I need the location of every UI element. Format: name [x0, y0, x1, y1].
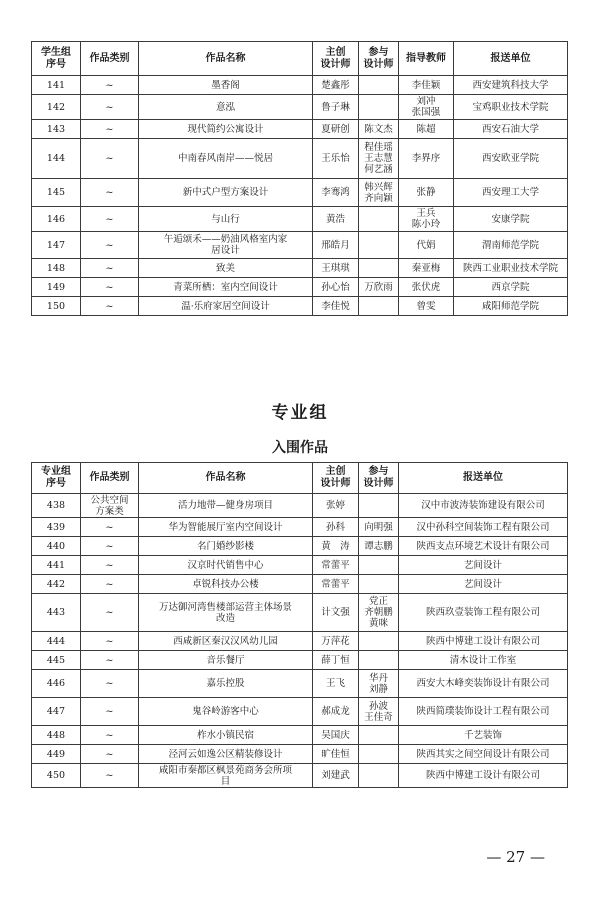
header-cell: 作品名称 — [139, 463, 313, 494]
header-cell: 主创 设计师 — [313, 463, 359, 494]
table-row — [32, 575, 568, 594]
cell-num: 148 — [32, 259, 81, 278]
cell-category: 公共空间 方案类 — [81, 494, 139, 518]
cell-category: ~ — [81, 76, 139, 95]
cell-num: 446 — [32, 670, 81, 698]
cell-unit: 西安建筑科技大学 — [454, 76, 568, 95]
cell-name: 温·乐府家居空间设计 — [139, 297, 313, 316]
cell-designer: 夏研创 — [313, 120, 359, 139]
cell-category: ~ — [81, 651, 139, 670]
cell-designer: 孙科 — [313, 518, 359, 537]
table-row — [32, 179, 568, 207]
cell-name: 嘉乐控股 — [139, 670, 313, 698]
table-row — [32, 297, 568, 316]
cell-advisor: 王兵 陈小玲 — [399, 207, 454, 232]
cell-unit: 陕西工业职业技术学院 — [454, 259, 568, 278]
header-cell: 指导教师 — [399, 42, 454, 76]
cell-designer: 鲁子琳 — [313, 95, 359, 120]
header-cell: 参与 设计师 — [359, 463, 399, 494]
cell-unit: 千艺装饰 — [399, 726, 568, 745]
cell-name: 音乐餐厅 — [139, 651, 313, 670]
cell-unit: 宝鸡职业技术学院 — [454, 95, 568, 120]
cell-designer: 计文强 — [313, 594, 359, 632]
cell-unit: 西安理工大学 — [454, 179, 568, 207]
cell-participants — [359, 575, 399, 594]
table-row — [32, 764, 568, 788]
cell-num: 448 — [32, 726, 81, 745]
cell-category: ~ — [81, 670, 139, 698]
cell-unit: 陕西玖壹装饰工程有限公司 — [399, 594, 568, 632]
cell-num: 143 — [32, 120, 81, 139]
cell-unit: 陕西支点环境艺术设计有限公司 — [399, 537, 568, 556]
cell-num: 438 — [32, 494, 81, 518]
cell-num: 443 — [32, 594, 81, 632]
cell-participants — [359, 207, 399, 232]
cell-name: 柞水小镇民宿 — [139, 726, 313, 745]
cell-advisor: 陈超 — [399, 120, 454, 139]
cell-num: 149 — [32, 278, 81, 297]
header-cell: 作品类别 — [81, 42, 139, 76]
cell-category: ~ — [81, 575, 139, 594]
cell-designer: 王乐怡 — [313, 139, 359, 179]
cell-num: 145 — [32, 179, 81, 207]
cell-name: 中南春风南岸——悦居 — [139, 139, 313, 179]
cell-designer: 刘建武 — [313, 764, 359, 788]
cell-name: 青菜所栖：室内空间设计 — [139, 278, 313, 297]
cell-name: 卓锐科技办公楼 — [139, 575, 313, 594]
header-cell: 主创 设计师 — [313, 42, 359, 76]
cell-advisor: 秦亚梅 — [399, 259, 454, 278]
section-title: 专业组 — [271, 403, 329, 423]
cell-category: ~ — [81, 278, 139, 297]
cell-num: 150 — [32, 297, 81, 316]
cell-designer: 万萍花 — [313, 632, 359, 651]
subsection-title: 入围作品 — [272, 440, 328, 456]
cell-category: ~ — [81, 537, 139, 556]
cell-category: ~ — [81, 297, 139, 316]
cell-category: ~ — [81, 139, 139, 179]
cell-category: ~ — [81, 594, 139, 632]
cell-participants — [359, 76, 399, 95]
cell-unit: 西安欧亚学院 — [454, 139, 568, 179]
cell-category: ~ — [81, 698, 139, 726]
cell-participants — [359, 632, 399, 651]
cell-unit: 陕西中博建工设计有限公司 — [399, 764, 568, 788]
cell-name: 咸阳市秦都区枫景苑商务会所项 目 — [139, 764, 313, 788]
cell-unit: 西京学院 — [454, 278, 568, 297]
table-row — [32, 556, 568, 575]
cell-designer: 邢皓月 — [313, 232, 359, 259]
cell-category: ~ — [81, 518, 139, 537]
table-row — [32, 518, 568, 537]
cell-num: 449 — [32, 745, 81, 764]
cell-category: ~ — [81, 764, 139, 788]
table-row — [32, 494, 568, 518]
cell-designer: 楚鑫彤 — [313, 76, 359, 95]
cell-advisor: 代娟 — [399, 232, 454, 259]
header-cell: 作品类别 — [81, 463, 139, 494]
cell-designer: 黄浩 — [313, 207, 359, 232]
cell-num: 450 — [32, 764, 81, 788]
cell-designer: 薛丁恒 — [313, 651, 359, 670]
cell-num: 142 — [32, 95, 81, 120]
table-row — [32, 259, 568, 278]
table-row — [32, 232, 568, 259]
cell-num: 442 — [32, 575, 81, 594]
table-row — [32, 651, 568, 670]
cell-designer: 旷佳恒 — [313, 745, 359, 764]
cell-participants: 党正 齐朝鹏 黄咪 — [359, 594, 399, 632]
cell-category: ~ — [81, 95, 139, 120]
professional-group-table — [31, 462, 568, 788]
cell-num: 444 — [32, 632, 81, 651]
cell-participants: 华丹 刘静 — [359, 670, 399, 698]
header-cell: 专业组 序号 — [32, 463, 81, 494]
table-row — [32, 139, 568, 179]
cell-unit: 陕西其实之间空间设计有限公司 — [399, 745, 568, 764]
cell-name: 汉京时代销售中心 — [139, 556, 313, 575]
cell-advisor: 刘冲 张国强 — [399, 95, 454, 120]
cell-category: ~ — [81, 259, 139, 278]
cell-advisor: 李佳颖 — [399, 76, 454, 95]
header-cell: 报送单位 — [454, 42, 568, 76]
cell-designer: 常蕾平 — [313, 575, 359, 594]
cell-unit: 安康学院 — [454, 207, 568, 232]
table-row — [32, 594, 568, 632]
cell-participants: 谭志鹏 — [359, 537, 399, 556]
header-cell: 学生组 序号 — [32, 42, 81, 76]
cell-participants: 孙波 王佳奇 — [359, 698, 399, 726]
table-header-row — [32, 463, 568, 494]
cell-participants — [359, 651, 399, 670]
cell-advisor: 张静 — [399, 179, 454, 207]
cell-designer: 常蕾平 — [313, 556, 359, 575]
cell-category: ~ — [81, 179, 139, 207]
cell-name: 午逅颂禾——奶油风格室内家 居设计 — [139, 232, 313, 259]
header-cell: 参与 设计师 — [359, 42, 399, 76]
cell-participants: 万欣雨 — [359, 278, 399, 297]
cell-designer: 李骞鸿 — [313, 179, 359, 207]
cell-category: ~ — [81, 207, 139, 232]
cell-participants — [359, 745, 399, 764]
cell-participants: 韩兴辉 齐向颖 — [359, 179, 399, 207]
cell-advisor: 李界序 — [399, 139, 454, 179]
cell-num: 445 — [32, 651, 81, 670]
cell-unit: 汉中孙科空间装饰工程有限公司 — [399, 518, 568, 537]
cell-unit: 西安石油大学 — [454, 120, 568, 139]
cell-unit: 陕西中博建工设计有限公司 — [399, 632, 568, 651]
cell-participants: 陈文杰 — [359, 120, 399, 139]
cell-designer: 黄 涛 — [313, 537, 359, 556]
table-row — [32, 698, 568, 726]
cell-unit: 艺间设计 — [399, 575, 568, 594]
cell-unit: 西安大木峰奕装饰设计有限公司 — [399, 670, 568, 698]
cell-num: 146 — [32, 207, 81, 232]
table-header-row — [32, 42, 568, 76]
cell-designer: 王琪琪 — [313, 259, 359, 278]
cell-name: 新中式户型方案设计 — [139, 179, 313, 207]
table-row — [32, 95, 568, 120]
table-row — [32, 76, 568, 95]
cell-num: 147 — [32, 232, 81, 259]
cell-unit: 咸阳师范学院 — [454, 297, 568, 316]
cell-participants — [359, 494, 399, 518]
cell-num: 441 — [32, 556, 81, 575]
cell-category: ~ — [81, 726, 139, 745]
header-cell: 作品名称 — [139, 42, 313, 76]
cell-designer: 李佳悦 — [313, 297, 359, 316]
cell-participants — [359, 726, 399, 745]
cell-advisor: 曾雯 — [399, 297, 454, 316]
cell-designer: 王飞 — [313, 670, 359, 698]
cell-name: 意泓 — [139, 95, 313, 120]
cell-participants — [359, 556, 399, 575]
table-row — [32, 537, 568, 556]
cell-designer: 吴国庆 — [313, 726, 359, 745]
cell-num: 144 — [32, 139, 81, 179]
cell-name: 与山行 — [139, 207, 313, 232]
cell-name: 活力地带—健身房项目 — [139, 494, 313, 518]
cell-participants: 向明强 — [359, 518, 399, 537]
cell-unit: 陕西简璞装饰设计工程有限公司 — [399, 698, 568, 726]
cell-participants — [359, 232, 399, 259]
cell-num: 447 — [32, 698, 81, 726]
cell-category: ~ — [81, 120, 139, 139]
table-row — [32, 632, 568, 651]
table-row — [32, 120, 568, 139]
cell-category: ~ — [81, 556, 139, 575]
cell-name: 万达御河湾售楼部运营主体场景 改造 — [139, 594, 313, 632]
cell-unit: 汉中市波涛装饰建设有限公司 — [399, 494, 568, 518]
table-row — [32, 745, 568, 764]
student-group-table — [31, 41, 568, 316]
cell-name: 西咸新区秦汉汉风幼儿园 — [139, 632, 313, 651]
cell-name: 现代简约公寓设计 — [139, 120, 313, 139]
cell-unit: 艺间设计 — [399, 556, 568, 575]
cell-category: ~ — [81, 232, 139, 259]
cell-designer: 孙心怡 — [313, 278, 359, 297]
cell-category: ~ — [81, 632, 139, 651]
cell-name: 鬼谷岭游客中心 — [139, 698, 313, 726]
cell-participants — [359, 297, 399, 316]
cell-name: 墨香阁 — [139, 76, 313, 95]
cell-num: 440 — [32, 537, 81, 556]
cell-name: 华为智能展厅室内空间设计 — [139, 518, 313, 537]
page-number: — 27 — — [486, 848, 545, 866]
cell-participants — [359, 764, 399, 788]
table-row — [32, 726, 568, 745]
cell-category: ~ — [81, 745, 139, 764]
cell-num: 439 — [32, 518, 81, 537]
cell-advisor: 张伏虎 — [399, 278, 454, 297]
cell-name: 名门婚纱影楼 — [139, 537, 313, 556]
cell-name: 泾河云如逸公区精装修设计 — [139, 745, 313, 764]
table-row — [32, 207, 568, 232]
cell-participants — [359, 95, 399, 120]
cell-unit: 渭南师范学院 — [454, 232, 568, 259]
cell-unit: 清木设计工作室 — [399, 651, 568, 670]
cell-designer: 张婷 — [313, 494, 359, 518]
cell-designer: 郝成龙 — [313, 698, 359, 726]
cell-participants — [359, 259, 399, 278]
table-row — [32, 278, 568, 297]
cell-name: 致美 — [139, 259, 313, 278]
cell-num: 141 — [32, 76, 81, 95]
table-row — [32, 670, 568, 698]
header-cell: 报送单位 — [399, 463, 568, 494]
cell-participants: 程佳瑶 王志慧 何艺涵 — [359, 139, 399, 179]
